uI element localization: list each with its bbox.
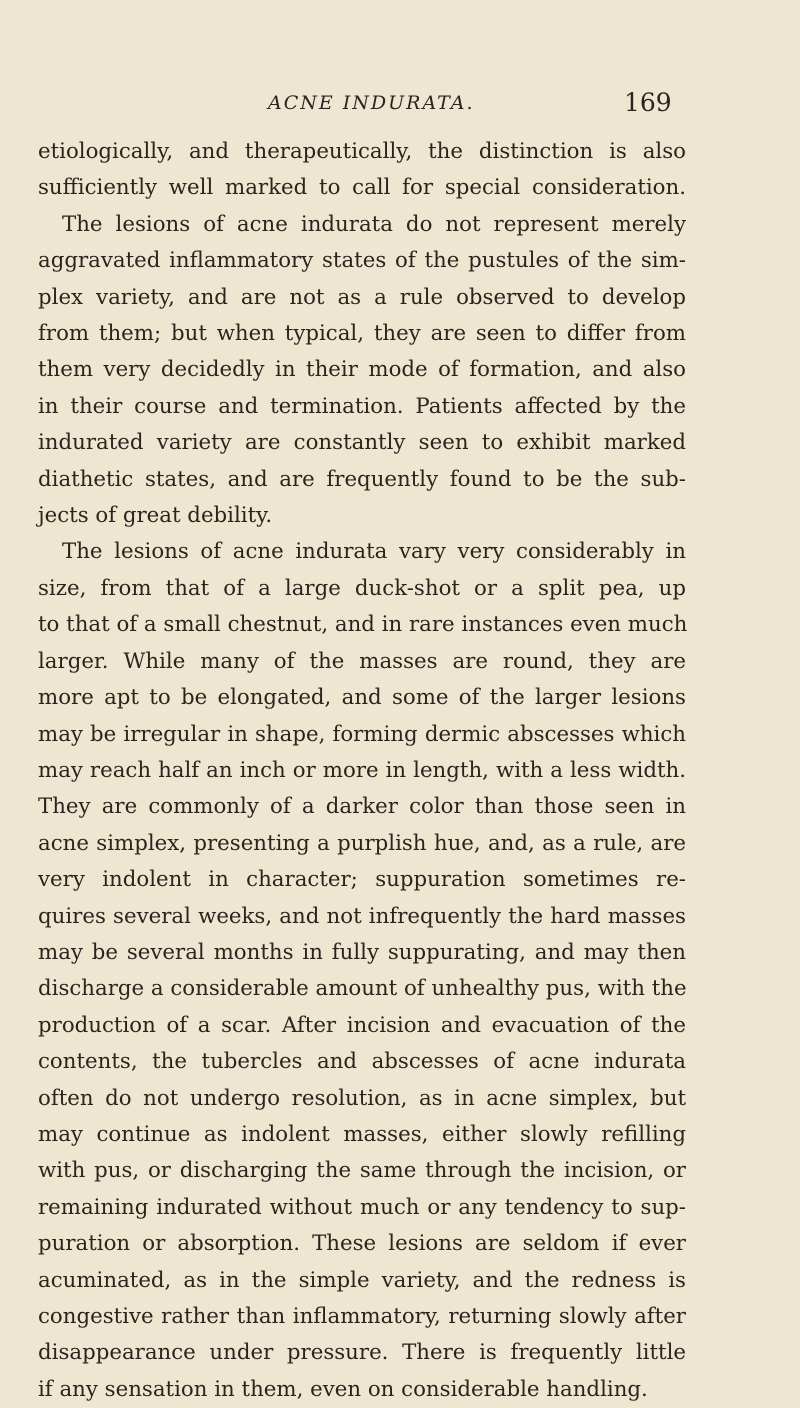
text-line: often do not undergo resolution, as in acne simplex, but	[38, 1085, 686, 1111]
text-line: if any sensation in them, even on considerable handling.	[38, 1376, 648, 1402]
text-line: in their course and termination. Patients affected by the	[38, 393, 686, 419]
text-line: remaining indurated without much or any tendency to sup-	[38, 1194, 686, 1220]
text-line: The lesions of acne indurata do not represent merely	[62, 211, 686, 237]
text-line: aggravated inflammatory states of the pustules of the sim-	[38, 248, 686, 274]
page-number: 169	[624, 88, 672, 117]
text-line: disappearance under pressure. There is frequently little	[38, 1340, 686, 1366]
text-line: They are commonly of a darker color than those seen in	[38, 794, 686, 820]
text-line: etiologically, and therapeutically, the distinction is also	[38, 139, 686, 164]
text-line: from them; but when typical, they are seen to differ from	[38, 321, 686, 347]
text-line: may be several months in fully suppurating, and may then	[38, 939, 686, 965]
text-line: congestive rather than inflammatory, returning slowly after	[38, 1304, 686, 1329]
text-line: diathetic states, and are frequently found to be the sub-	[38, 466, 686, 492]
body-text	[38, 134, 686, 1408]
text-line: very indolent in character; suppuration sometimes re-	[38, 867, 686, 893]
text-line: discharge a considerable amount of unhealthy pus, with the	[38, 976, 687, 1002]
text-line: them very decidedly in their mode of formation, and also	[38, 357, 686, 383]
text-line: jects of great debility.	[38, 503, 273, 529]
text-line: may reach half an inch or more in length, with a less width.	[38, 757, 686, 783]
text-line: acne simplex, presenting a purplish hue, and, as a rule, are	[38, 830, 686, 856]
text-line: with pus, or discharging the same through the incision, or	[38, 1158, 686, 1184]
text-line: more apt to be elongated, and some of the larger lesions	[38, 685, 686, 711]
running-head: ACNE INDURATA.	[268, 92, 475, 114]
text-line: plex variety, and are not as a rule observed to develop	[38, 284, 686, 310]
text-line: contents, the tubercles and abscesses of acne indurata	[38, 1049, 686, 1075]
text-line: size, from that of a large duck-shot or a split pea, up	[38, 575, 686, 601]
text-line: production of a scar. After incision and evacuation of the	[38, 1012, 686, 1038]
text-line: indurated variety are constantly seen to exhibit marked	[38, 430, 686, 456]
text-line: puration or absorption. These lesions are seldom if ever	[38, 1231, 686, 1257]
text-line: acuminated, as in the simple variety, and the redness is	[38, 1267, 686, 1293]
text-line: The lesions of acne indurata vary very considerably in	[62, 539, 686, 565]
text-line: to that of a small chestnut, and in rare instances even much	[38, 612, 688, 638]
text-line: may be irregular in shape, forming dermic abscesses which	[38, 721, 686, 747]
text-line: quires several weeks, and not infrequently the hard masses	[38, 903, 686, 929]
text-line: sufficiently well marked to call for special consideration.	[38, 175, 686, 201]
text-line: larger. While many of the masses are round, they are	[38, 648, 686, 674]
text-line: may continue as indolent masses, either slowly refilling	[38, 1121, 686, 1147]
